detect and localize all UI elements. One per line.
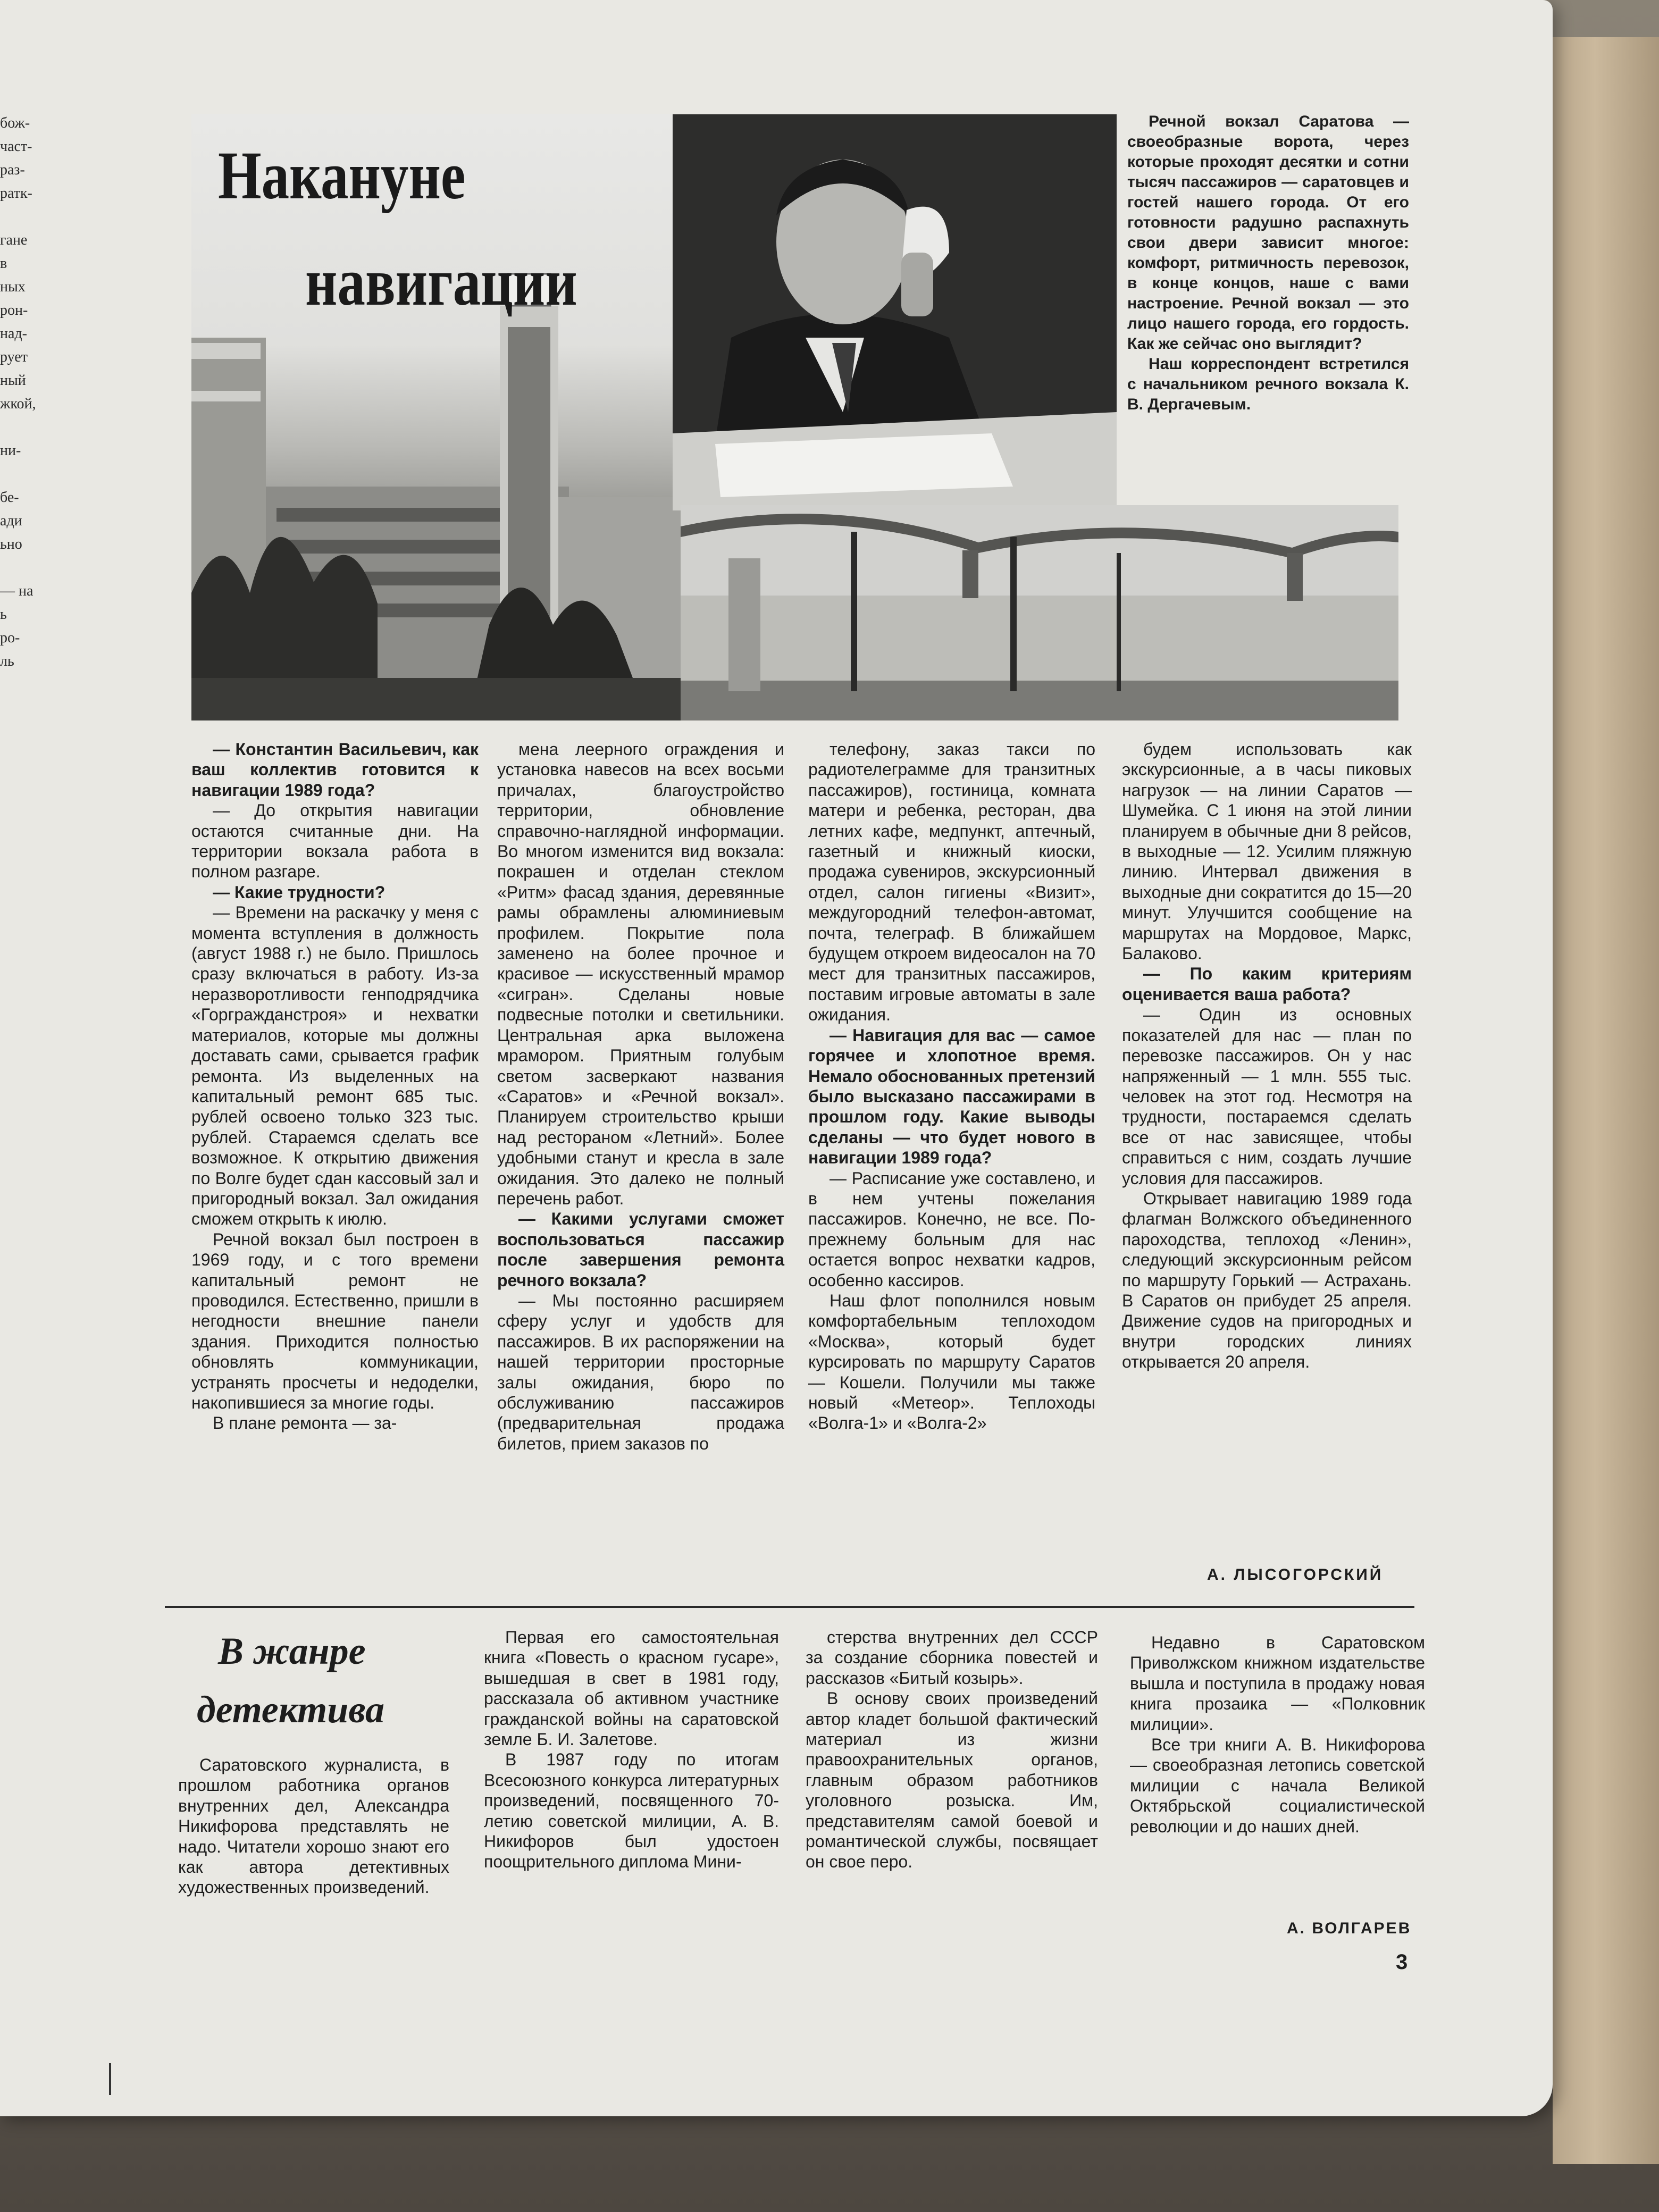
previous-page-line: ь — [0, 606, 7, 623]
previous-page-line: жкой, — [0, 396, 36, 412]
paragraph: Первая его самостоятельная книга «Повесть о красном гусаре», вышедшая в свет в 1981 году, рассказала об активном участнике гражданской войны на саратовской земле Б. И. Залетове. — [484, 1628, 779, 1749]
paragraph: В плане ремонта — за- — [213, 1413, 397, 1433]
paragraph: Недавно в Саратовском Приволжском книжном издательстве вышла и поступила в продажу новая книга прозаика — «Полковник милиции». — [1130, 1633, 1425, 1734]
previous-page-line: ьно — [0, 536, 22, 552]
previous-page-line — [0, 416, 35, 439]
paragraph: В основу своих произведений автор кладет большой фактический материал из жизни правоохранительных органов, главным образом работников уголовного розыска. Им, представителям самой боевой и романтической службы, посвящает он свое перо. — [806, 1689, 1098, 1872]
previous-page-fragment — [0, 112, 35, 673]
article-intro — [1127, 112, 1409, 415]
previous-page-line: ратк- — [0, 185, 32, 202]
article-column-3 — [808, 739, 1095, 1434]
previous-page-line: рон- — [0, 302, 28, 319]
interview-question: — Навигация для вас — самое горячее и хлопотное время. Немало обоснованных претензий было высказано пассажирами в прошлом году. Какие выводы сделаны — что будет нового в навигации 1989 года? — [808, 1025, 1095, 1168]
article-column-1 — [191, 739, 479, 1434]
paragraph: В 1987 году по итогам Всесоюзного конкурса литературных произведений, посвященного 70-летию советской милиции, А. В. Никифоров был удостоен поощрительного диплома Мини- — [484, 1750, 779, 1872]
previous-page-line — [0, 205, 35, 229]
intro-paragraph: Речной вокзал Саратова — своеобразные ворота, через которые проходят десятки и сотни тысяч пассажиров — саратовцев и гостей нашего города. От его готовности радушно распахнуть свои двери зависит многое: комфорт, ритмичность перевозок, в конце концов, наше с вами настроение. Речной вокзал — это лицо нашего города, его гордость. Как же сейчас оно выглядит? — [1127, 113, 1409, 353]
previous-page-line — [0, 556, 35, 580]
previous-page-line: част- — [0, 138, 32, 155]
paragraph: Речной вокзал был построен в 1969 году, и с того времени капитальный ремонт не проводился. Естественно, пришли в негодности внешние панели здания. Приходится полностью обновлять коммуникации, устранять просчеты и недоделки, накопившиеся за многие годы. — [191, 1229, 479, 1412]
second-article-column-2 — [484, 1627, 779, 1872]
article-title-line1: Накануне — [218, 138, 466, 213]
previous-page-line: ных — [0, 279, 26, 295]
previous-page-line: — на — [0, 583, 33, 599]
second-article-column-4 — [1130, 1632, 1425, 1837]
paragraph: стерства внутренних дел СССР за создание сборника повестей и рассказов «Битый козырь». — [806, 1628, 1098, 1688]
article-title — [218, 122, 577, 335]
paragraph: мена леерного ограждения и установка навесов на всех восьми причалах, благоустройство территории, обновление справочно-наглядной информации. Во многом изменится вид вокзала: покрашен и отделан стеклом «Ритм» фасад здания, деревянные рамы обрамлены алюминиевым профилем. Покрытие пола заменено на более прочное и красивое — искусственный мрамор «сигран». Сделаны новые подвесные потолки и светильники. Центральная арка выложена мрамором. Приятным голубым светом засверкают названия «Саратов» и «Речной вокзал». Планируем строительство крыши над рестораном «Летний». Более удобными станут и кресла в зале ожидания. Это далеко не полный перечень работ. — [497, 740, 784, 1208]
previous-page-line: ни- — [0, 442, 21, 459]
previous-page-line — [0, 463, 35, 486]
previous-page-line: в — [0, 255, 7, 272]
previous-page-line: ро- — [0, 630, 20, 646]
article-column-4 — [1122, 739, 1412, 1372]
paragraph: Открывает навигацию 1989 года флагман Волжского объединенного пароходства, теплоход «Ленин», следующий экскурсионным рейсом по маршруту Горький — Астрахань. В Саратов он прибудет 25 апреля. Движение судов на пригородных и внутри городских линиях открывается 20 апреля. — [1122, 1188, 1412, 1372]
second-article-column-1 — [178, 1755, 449, 1898]
volga-bridge-photo — [681, 505, 1398, 720]
second-article-title-line1: В жанре — [218, 1630, 366, 1672]
second-article-title-line2: детектива — [197, 1688, 385, 1731]
paragraph: — Один из основных показателей для нас — план по перевозке пассажиров. Он у нас напряженный — 1 млн. 555 тыс. человек на этот год. Несмотря на трудности, постараемся сделать все от нас зависящее, чтобы справиться с ним, создать лучшие условия для пассажиров. — [1122, 1005, 1412, 1188]
previous-page-line: бож- — [0, 115, 30, 131]
paragraph: Саратовского журналиста, в прошлом работника органов внутренних дел, Александра Никифорова представлять не надо. Читатели хорошо знают его как автора детективных художественных произведений. — [178, 1755, 449, 1897]
previous-page-line: ль — [0, 653, 14, 669]
second-article-author: А. ВОЛГАРЕВ — [1287, 1920, 1412, 1937]
paragraph: — Мы постоянно расширяем сферу услуг и удобств для пассажиров. В их распоряжении на нашей территории просторные залы ожидания, бюро по обслуживанию пассажиров (предварительная продажа билетов, прием заказов по — [497, 1291, 784, 1453]
paragraph: Все три книги А. В. Никифорова — своеобразная летопись советской милиции с начала Великой Октябрьской социалистической революции и до наших дней. — [1130, 1735, 1425, 1836]
page-number: 3 — [1396, 1950, 1408, 1974]
interview-question: — По каким критериям оценивается ваша работа? — [1122, 964, 1412, 1004]
previous-page-line: гане — [0, 232, 28, 248]
station-director-photo — [673, 114, 1117, 510]
article-column-2 — [497, 739, 784, 1454]
paragraph: телефону, заказ такси по радиотелеграмме для транзитных пассажиров), гостиница, комната матери и ребенка, ресторан, два летних кафе, медпункт, аптечный, газетный и книжный киоски, продажа сувениров, экскурсионный отдел, салон гигиены «Визит», междугородний телефон-автомат, почта, телеграф. В ближайшем будущем откроем видеосалон на 70 мест для транзитных пассажиров, поставим игровые автоматы в зале ожидания. — [808, 740, 1095, 1025]
interview-question: — Какими услугами сможет воспользоваться пассажир после завершения ремонта речного вокзала? — [497, 1209, 784, 1290]
second-article-title — [197, 1622, 384, 1739]
previous-page-line: ади — [0, 513, 22, 529]
previous-page-line: рует — [0, 349, 28, 365]
paragraph: Наш флот пополнился новым комфортабельным теплоходом «Москва», который будет курсировать по маршруту Саратов — Кошели. Получили мы также новый «Метеор». Теплоходы «Волга-1» и «Волга-2» — [808, 1291, 1095, 1433]
page-edge-mark — [109, 2063, 111, 2095]
article-author: А. ЛЫСОГОРСКИЙ — [1207, 1566, 1384, 1583]
second-article-column-3 — [806, 1627, 1098, 1872]
paragraph: — До открытия навигации остаются считанные дни. На территории вокзала работа в полном разгаре. — [191, 801, 479, 882]
article-title-line2: навигации — [305, 244, 577, 320]
paragraph: будем использовать как экскурсионные, а в часы пиковых нагрузок — на линии Саратов — Шумейка. С 1 июня на этой линии планируем в обычные дни 8 рейсов, в выходные — 12. Усилим пляжную линию. Интервал движения в выходные дни сократится до 15—20 минут. Улучшится сообщение на маршрутах на Мордовое, Маркс, Балаково. — [1122, 740, 1412, 963]
previous-page-line: над- — [0, 325, 27, 342]
paragraph: — Расписание уже составлено, и в нем учтены пожелания пассажиров. Конечно, не все. По-прежнему больным для нас остается вопрос нехватки кадров, особенно кассиров. — [808, 1168, 1095, 1290]
previous-page-line: раз- — [0, 162, 25, 178]
interview-question: — Какие трудности? — [213, 882, 386, 902]
paragraph: — Времени на раскачку у меня с момента вступления в должность (август 1988 г.) не было. Пришлось сразу включаться в работу. Из-за неразворотливости генподрядчика «Горгражданстроя» и нехватки материалов, которые мы должны доставать сами, срывается график ремонта. Из выделенных на капитальный ремонт 685 тыс. рублей освоено только 323 тыс. рублей. Стараемся сделать все возможное. К открытию движения по Волге будет сдан кассовый зал и пригородный вокзал. Зал ожидания сможем открыть к июлю. — [191, 903, 479, 1229]
section-divider — [165, 1606, 1414, 1608]
previous-page-line: ный — [0, 372, 26, 389]
intro-paragraph: Наш корреспондент встретился с начальником речного вокзала К. В. Дергачевым. — [1127, 355, 1409, 413]
previous-page-line: бе- — [0, 489, 19, 506]
magazine-spine — [1553, 37, 1659, 2164]
interview-question: — Константин Васильевич, как ваш коллектив готовится к навигации 1989 года? — [191, 740, 479, 800]
